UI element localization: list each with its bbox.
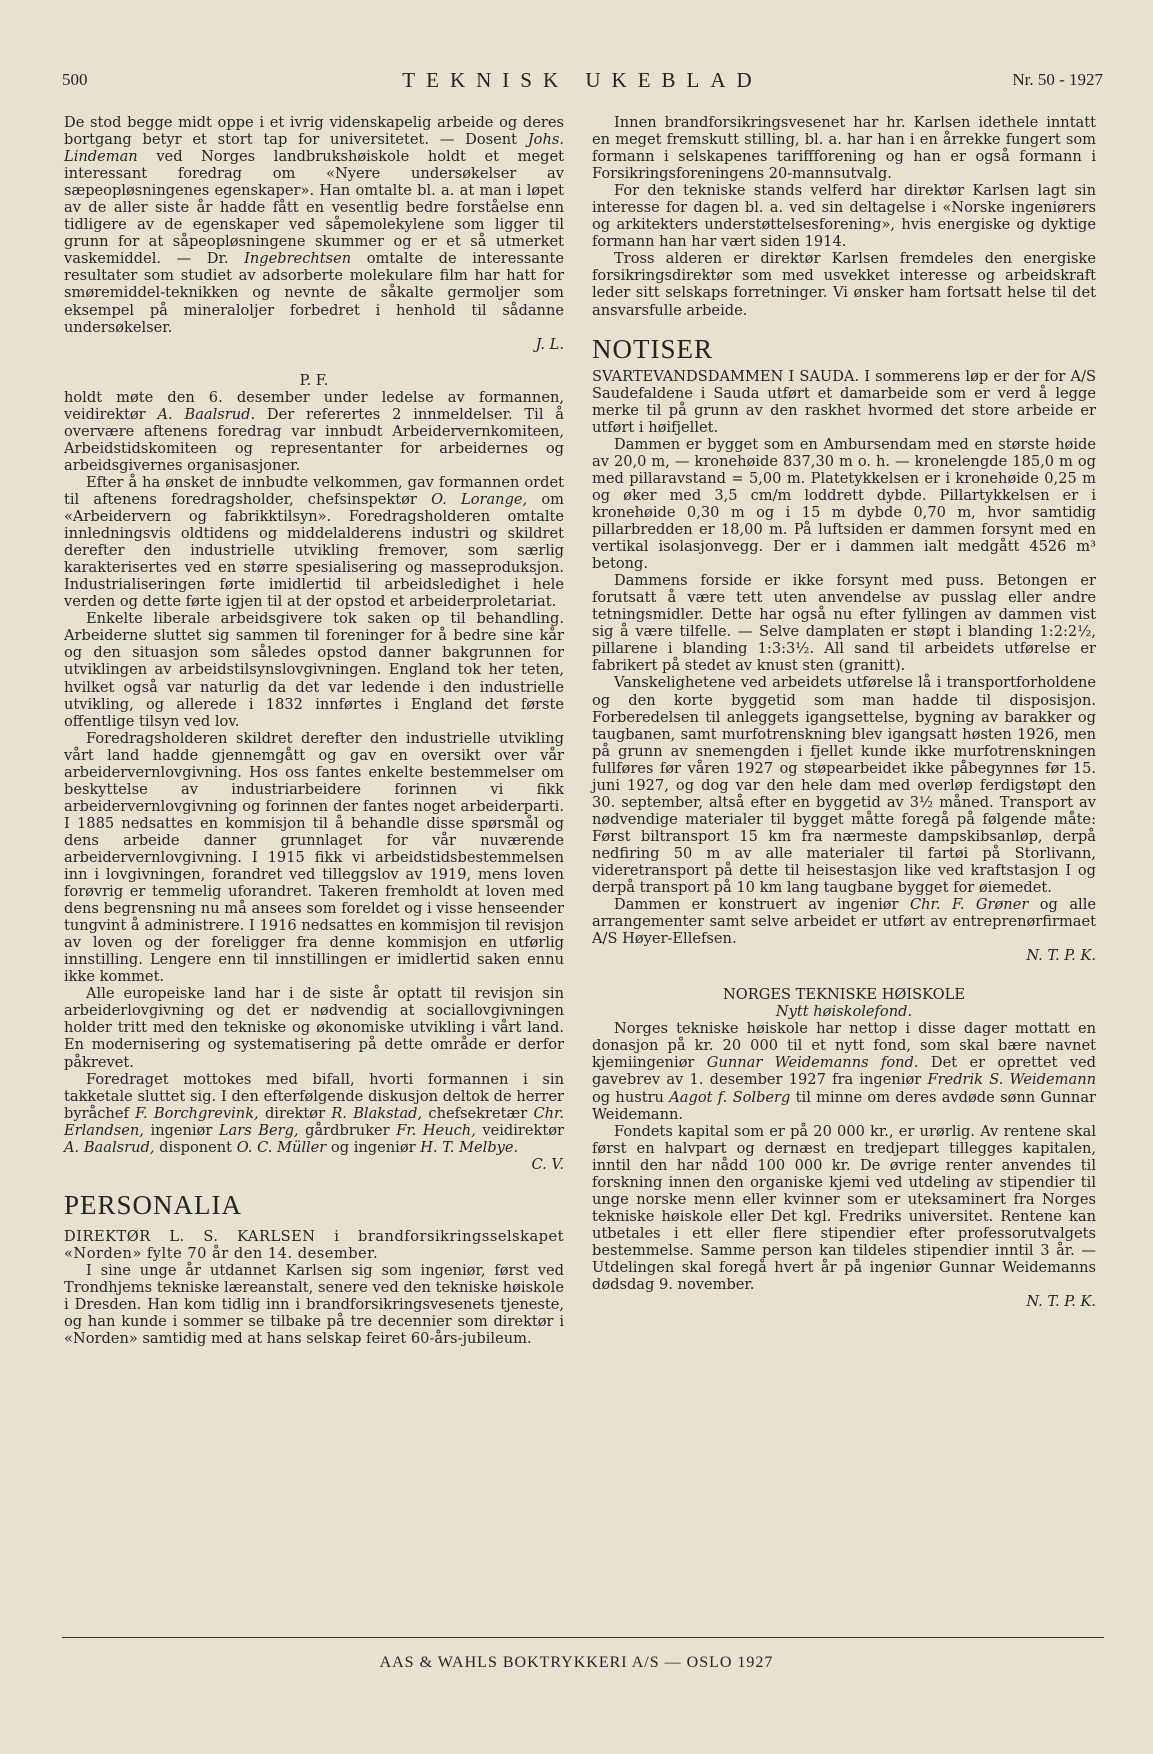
right-column [592, 114, 1096, 1310]
signature: N. T. P. K. [1026, 1293, 1096, 1311]
printer-imprint: AAS & WAHLS BOKTRYKKERI A/S — OSLO 1927 [379, 1654, 774, 1671]
paragraph: Foredragsholderen skildret derefter den industrielle utvikling vårt land hadde gjennemgått og gav en oversikt over vår arbeidervernlovgivning. Hos oss fantes enkelte bestemmelser om beskyttelse av industriarbeidere forinnen vi fikk arbeidervernlovgivning og forinnen der fantes noget arbeiderparti. I 1885 nedsattes en kommisjon til å behandle disse spørsmål og dens arbeide danner grunnlaget for vår nuværende arbeidervernlovgivning. I 1915 fikk vi arbeidstidsbestemmelsen inn i lovgivningen, forandret ved tilleggslov av 1919, mens loven forøvrig er temmelig uforandret. Takeren fremholdt at loven med dens begrensning nu må ansees som foreldet og i visse henseender tungvint å administrere. I 1916 nedsattes en kommisjon til revisjon av loven og der foreligger fra denne kommisjon en utførlig innstilling. Lengere enn til innstillingen er imidlertid saken ennu ikke kommet. [64, 729, 564, 986]
paragraph: Efter å ha ønsket de innbudte velkommen, gav formannen ordet til aftenens foredragsholder, chefsinspektør O. Lorange, om «Arbeidervern og fabrikktilsyn». Foredragsholderen omtalte innledningsvis oldtidens og middelalderens industri og skildret derefter den industrielle utvikling fremover, som særlig karakterisertes ved en større spesialisering og masseproduksjon. Industrialiseringen førte imidlertid til arbeidsledighet i hele verden og dette førte igjen til at der opstod et arbeiderproletariat. [64, 473, 564, 611]
paragraph: Tross alderen er direktør Karlsen fremdeles den energiske forsikringsdirektør som med usvekket interesse og arbeidskraft leder sitt selskaps forretninger. Vi ønsker ham fortsatt helse til det ansvarsfulle arbeide. [592, 250, 1096, 319]
journal-title: TEKNISK UKEBLAD [402, 68, 763, 92]
section-heading: NOTISER [592, 333, 713, 364]
paragraph: holdt møte den 6. desember under ledelse av formannen, veidirektør A. Baalsrud. Der referertes 2 innmeldelser. Til å overvære aftenens foredrag var innbudt Arbeidervernkomiteen, Arbeidstidskomiteen og representanter for arbeidernes og arbeidsgivernes organisasjoner. [64, 388, 564, 474]
paragraph: Norges tekniske høiskole har nettop i disse dager mottatt en donasjon på kr. 20 000 til et nytt fond, som skal bære navnet kjemiingeniør Gunnar Weidemanns fond. Det er oprettet ved gavebrev av 1. desember 1927 fra ingeniør Fredrik S. Weidemann og hustru Aagot f. Solberg til minne om deres avdøde sønn Gunnar Weidemann. [592, 1020, 1097, 1123]
section-heading: P. F. [299, 371, 329, 389]
issue-number: Nr. 50 - 1927 [1012, 70, 1103, 89]
left-column [64, 114, 564, 1347]
paragraph: Dammen er bygget som en Ambursendam med en største høide av 20,0 m, — kronehøide 837,30 m o. h. — kronelengde 185,0 m og med pillaravstand = 5,00 m. Platetykkelsen er i kronehøide 0,25 m og øker med 3,5 cm/m loddrett dybde. Pillartykkelsen er i kronehøide 0,30 m og i 15 m dybde 0,70 m, hvor samtidig pillarbredden er 18,00 m. På luftsiden er dammen forsynt med en vertikal isolasjonvegg. Der er i dammen ialt medgått 4526 m³ betong. [592, 435, 1096, 573]
paragraph: Dammen er konstruert av ingeniør Chr. F. Grøner og alle arrangementer samt selve arbeidet er utført av entreprenørfirmaet A/S Høyer-Ellefsen. N. T. P. K. [592, 896, 1096, 965]
page-number: 500 [62, 70, 88, 89]
paragraph: Dammens forside er ikke forsynt med puss. Betongen er forutsatt å være tett uten anvendelse av pusslag eller andre tetningsmidler. Dette har også nu efter fyllingen av dammen vist sig å være tilfelle. — Selve damplaten er støpt i blanding 1:2:2½, pillarene i blanding 1:3:3½. All sand til arbeidets utførelse er fabrikert på stedet av knust sten (granitt). [592, 572, 1096, 675]
paragraph: Innen brandforsikringsvesenet har hr. Karlsen idethele inntatt en meget fremskutt stilling, bl. a. har han i en årrekke fungert som formann i selskapenes tariffforening og han er også formann i Forsikringsforeningens 20-mannsutvalg. [592, 114, 1096, 183]
section-subheading: Nytt høiskolefond. [775, 1003, 913, 1021]
paragraph: De stod begge midt oppe i et ivrig videnskapelig arbeide og deres bortgang betyr et stort tap for universitetet. — Dosent Johs. Lindeman ved Norges landbrukshøiskole holdt et meget interessant foredrag om «Nyere undersøkelser av sæpeopløsningenes egenskaper». Han omtalte bl. a. at man i løpet av de aller siste år hadde fått en vesentlig bedre forståelse enn tidligere av de egenskaper ved såpemolekylene som ligger til grunn for at såpeopløsningene skummer og er et så utmerket vaskemiddel. — Dr. Ingebrechtsen omtalte de interessante resultater som studiet av adsorberte molekulare film har hatt for smøremiddel-teknikken og nevnte de såkalte germoljer som eksempel på mineraloljer forbedret i henhold til sådanne undersøkelser. J. L. [64, 114, 564, 353]
section-heading: NORGES TEKNISKE HØISKOLE [723, 986, 965, 1004]
paragraph: Alle europeiske land har i de siste år optatt til revisjon sin arbeiderlovgivning og det er nødvendig at sociallovgivningen holder tritt med den tekniske og økonomiske utvikling i vårt land. En modernisering og systematisering på dette område er derfor påkrevet. [64, 985, 564, 1071]
paragraph: Vanskelighetene ved arbeidets utførelse lå i transportforholdene og den korte byggetid som man hadde til disposisjon. Forberedelsen til anleggets igangsettelse, bygning av barakker og taugbanen, samt murfotrenskning blev igangsatt høsten 1926, men på grunn av snemengden i fjellet kunde ikke murfotrenskningen fullføres før våren 1927 og støpearbeidet ikke påbegynnes før 15. juni 1927, og dog var den hele dam med overløp ferdigstøpt den 30. september, altså efter en byggetid av 3½ måned. Transport av nødvendige materialer til bygget måtte foregå på følgende måte: Først biltransport 15 km fra nærmeste dampskibsanløp, derpå nedfiring 50 m av alle materialer til fartøi på Storlivann, videretransport på dette til heisestasjon like ved kraftstasjon I og derpå transport på 10 km lang taugbane bygget for øiemedet. [592, 674, 1096, 897]
section-heading: PERSONALIA [64, 1189, 243, 1220]
paragraph: SVARTEVANDSDAMMEN I SAUDA. I sommerens løp er der for A/S Saudefaldene i Sauda utført et damarbeide som er verd å legge merke til på grunn av den raskhet hvormed det store arbeide er utført i høifjellet. [592, 367, 1096, 436]
paragraph: For den tekniske stands velferd har direktør Karlsen lagt sin interesse for dagen bl. a. ved sin deltagelse i «Norske ingeniørers og arkitekters understøttelsesforening», hvis energiske og dyktige formann han har vært siden 1914. [592, 182, 1096, 251]
paragraph: Enkelte liberale arbeidsgivere tok saken op til behandling. Arbeiderne sluttet sig sammen til foreninger for å bedre sine kår og den situasjon som således opstod danner bakgrunnen for utviklingen av arbeidstilsynslovgivningen. England tok her teten, hvilket også var naturlig da det var ledende i den industrielle utvikling, og allerede i 1832 innførtes i England det første offentlige tilsyn ved lov. [64, 610, 564, 730]
page-header [62, 70, 1103, 94]
paragraph: Fondets kapital som er på 20 000 kr., er urørlig. Av rentene skal først en halvpart og dernæst en tredjepart tillegges kapitalen, inntil den har nådd 100 000 kr. De øvrige renter anvendes til forskning innen den organiske kjemi ved utdeling av stipendier til unge norske menn eller kvinner som er uteksaminert fra Norges tekniske høiskole eller Det kgl. Fredriks universitet. Rentene kan utbetales i ett eller flere stipendier efter professorutvalgets bestemmelse. Samme person kan tildeles stipendier inntil 3 år. — Utdelingen skal foregå hvert år på ingeniør Gunnar Weidemanns dødsdag 9. november. N. T. P. K. [592, 1122, 1096, 1311]
paragraph: Foredraget mottokes med bifall, hvorti formannen i sin takketale sluttet sig. I den efterfølgende diskusjon deltok de herrer byråchef F. Borchgrevink, direktør R. Blakstad, chefsekretær Chr. Erlandsen, ingeniør Lars Berg, gårdbruker Fr. Heuch, veidirektør A. Baalsrud, disponent O. C. Müller og ingeniør H. T. Melbye. C. V. [64, 1070, 565, 1173]
paragraph: I sine unge år utdannet Karlsen sig som ingeniør, først ved Trondhjems tekniske læreanstalt, senere ved den tekniske høiskole i Dresden. Han kom tidlig inn i brandforsikringsvesenets tjeneste, og han kunde i sommer se tilbake på tre decennier som direktør i «Norden» samtidig med at hans selskap feiret 60-års-jubileum. [64, 1262, 564, 1348]
signature: N. T. P. K. [1026, 947, 1096, 965]
signature: J. L. [535, 335, 564, 353]
paragraph: DIREKTØR L. S. KARLSEN i brandforsikringsselskapet «Norden» fylte 70 år den 14. desember. [64, 1227, 564, 1262]
signature: C. V. [531, 1155, 564, 1173]
bottom-rule [62, 1637, 1104, 1638]
